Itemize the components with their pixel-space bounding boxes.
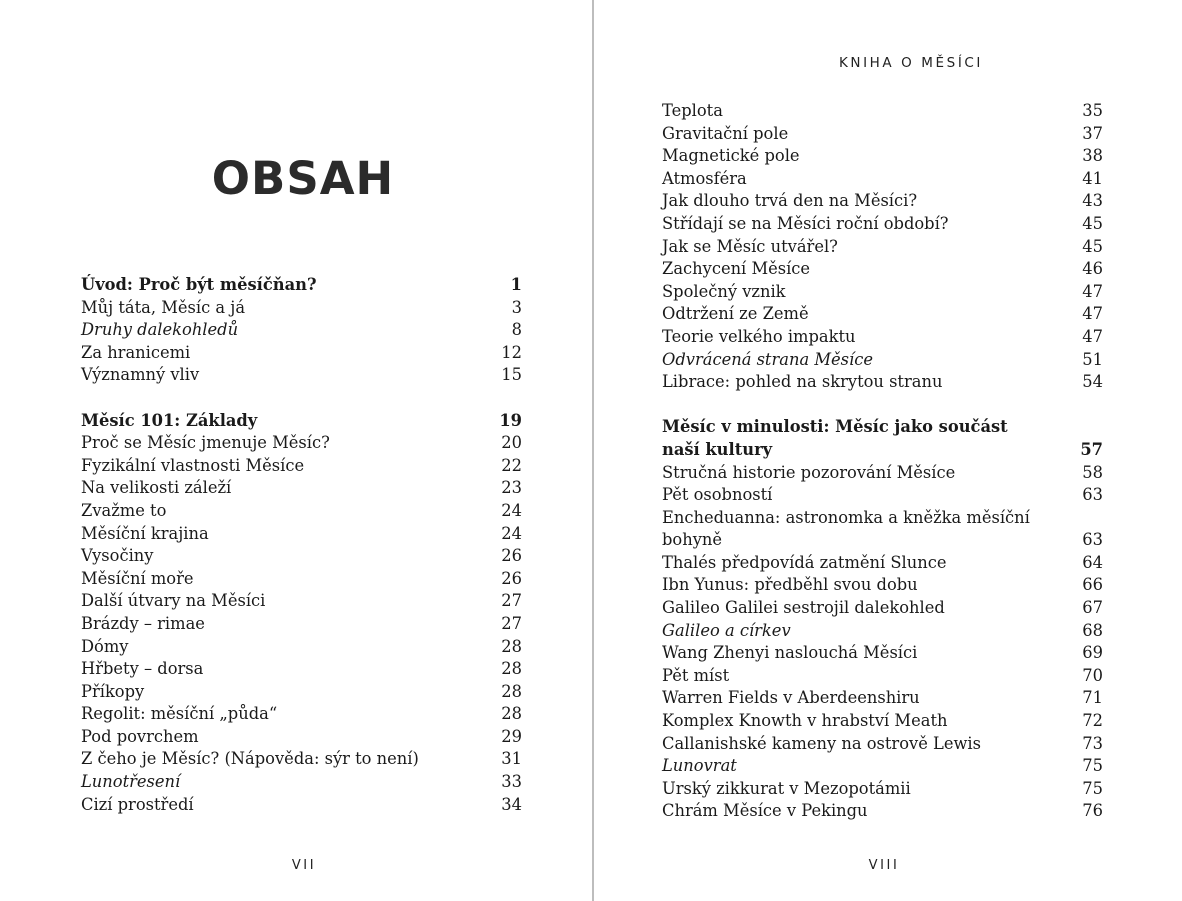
toc-entry-page: 46	[1082, 259, 1103, 279]
toc-entry	[81, 432, 522, 455]
toc-entry-title: Galileo Galilei sestrojil dalekohled	[662, 598, 945, 618]
toc-entry-page: 33	[501, 772, 522, 792]
toc-entry-page: 58	[1082, 462, 1103, 482]
toc-entry-title: Wang Zhenyi naslouchá Měsíci	[662, 643, 918, 663]
toc-entry-title: Vysočiny	[81, 546, 154, 566]
toc-entry-page: 70	[1082, 665, 1103, 685]
toc-entry-page: 24	[501, 500, 522, 520]
toc-entry-title: Jak se Měsíc utvářel?	[662, 236, 838, 256]
toc-entry-title: Chrám Měsíce v Pekingu	[662, 801, 868, 821]
toc-entry-page: 28	[501, 704, 522, 724]
toc-entry	[662, 755, 1103, 778]
toc-list-left	[81, 274, 522, 816]
toc-entry-page: 26	[501, 568, 522, 588]
toc-entry	[81, 748, 522, 771]
toc-entry-title: Pod povrchem	[81, 726, 199, 746]
toc-entry-page: 31	[501, 749, 522, 769]
toc-entry-title: Teorie velkého impaktu	[662, 326, 856, 346]
toc-entry	[662, 552, 1103, 575]
toc-entry-title: Významný vliv	[81, 365, 200, 385]
toc-entry	[662, 326, 1103, 349]
toc-entry-title: Zachycení Měsíce	[662, 259, 811, 279]
toc-entry-page: 19	[499, 410, 522, 430]
toc-entry	[81, 523, 522, 546]
toc-entry-title: Teplota	[662, 101, 723, 120]
toc-section-heading	[81, 274, 522, 297]
running-head: KNIHA O MĚSÍCI	[838, 55, 984, 71]
toc-entry-title: Úvod: Proč být měsíčňan?	[81, 275, 317, 294]
toc-entry-page: 71	[1082, 688, 1103, 708]
toc-entry	[81, 703, 522, 726]
toc-entry-page: 45	[1082, 213, 1103, 233]
toc-entry	[81, 681, 522, 704]
toc-entry	[662, 190, 1103, 213]
toc-entry-page: 45	[1082, 236, 1103, 256]
toc-entry	[662, 800, 1103, 823]
toc-entry-page: 47	[1082, 281, 1103, 301]
toc-entry	[662, 642, 1103, 665]
toc-entry-page: 63	[1082, 530, 1103, 550]
toc-entry-title: Zvažme to	[81, 500, 167, 520]
toc-entry-page: 69	[1082, 643, 1103, 663]
toc-entry-title: Lunovrat	[662, 756, 737, 776]
toc-entry	[662, 507, 1103, 552]
toc-entry-page: 47	[1082, 304, 1103, 324]
toc-entry	[81, 794, 522, 817]
toc-entry-page: 28	[501, 636, 522, 656]
toc-entry-title: Magnetické pole	[662, 146, 800, 166]
toc-entry-page: 67	[1082, 598, 1103, 618]
toc-entry-page: 38	[1082, 146, 1103, 166]
toc-entry-page: 63	[1082, 485, 1103, 505]
toc-entry	[662, 665, 1103, 688]
toc-entry-title: Fyzikální vlastnosti Měsíce	[81, 455, 305, 475]
toc-entry-title: Gravitační pole	[662, 123, 789, 143]
toc-entry	[662, 733, 1103, 756]
toc-entry-title: Na velikosti záleží	[81, 478, 232, 498]
toc-entry-page: 76	[1082, 801, 1103, 821]
toc-entry-page: 8	[511, 320, 522, 340]
toc-entry	[662, 145, 1103, 168]
toc-entry	[662, 281, 1103, 304]
toc-entry-page: 12	[501, 342, 522, 362]
toc-entry-title: Thalés předpovídá zatmění Slunce	[662, 552, 947, 572]
toc-entry-title: Dómy	[81, 636, 129, 656]
book-spine-divider	[592, 0, 594, 901]
toc-entry-title: Galileo a církev	[662, 620, 791, 640]
toc-entry	[662, 574, 1103, 597]
toc-entry	[662, 123, 1103, 146]
toc-entry-page: 75	[1082, 778, 1103, 798]
toc-entry	[662, 349, 1103, 372]
toc-entry	[81, 658, 522, 681]
toc-entry-page: 24	[501, 523, 522, 543]
toc-entry-page: 28	[501, 681, 522, 701]
toc-entry-title: Callanishské kameny na ostrově Lewis	[662, 733, 981, 753]
toc-entry-page: 22	[501, 455, 522, 475]
toc-entry	[81, 726, 522, 749]
toc-entry-title: Ibn Yunus: předběhl svou dobu	[662, 575, 918, 595]
toc-entry-title: Odtržení ze Země	[662, 304, 809, 324]
toc-entry-title: Příkopy	[81, 681, 145, 701]
toc-entry	[81, 613, 522, 636]
toc-entry	[662, 484, 1103, 507]
page-number-right: VIII	[868, 858, 900, 873]
toc-entry-page: 29	[501, 726, 522, 746]
toc-entry	[81, 636, 522, 659]
toc-entry	[662, 303, 1103, 326]
toc-entry-page: 41	[1082, 168, 1103, 188]
toc-entry-page: 35	[1082, 101, 1103, 120]
toc-entry-title: Měsíc 101: Základy	[81, 410, 258, 430]
toc-entry-page: 28	[501, 659, 522, 679]
toc-list-right	[662, 100, 1103, 823]
toc-entry	[662, 710, 1103, 733]
toc-entry	[81, 771, 522, 794]
toc-entry-page: 15	[501, 365, 522, 385]
toc-entry-title: Pět míst	[662, 665, 730, 685]
toc-entry-title: Regolit: měsíční „půda“	[81, 704, 278, 724]
toc-entry	[662, 100, 1103, 123]
toc-entry	[662, 778, 1103, 801]
toc-entry	[662, 213, 1103, 236]
toc-entry-title: Měsíční krajina	[81, 523, 209, 543]
toc-entry-title: Librace: pohled na skrytou stranu	[662, 372, 943, 392]
toc-entry-page: 72	[1082, 711, 1103, 731]
toc-entry-page: 64	[1082, 552, 1103, 572]
toc-entry-title: Jak dlouho trvá den na Měsíci?	[662, 191, 918, 211]
toc-entry-title: Proč se Měsíc jmenuje Měsíc?	[81, 433, 330, 453]
toc-entry	[662, 462, 1103, 485]
toc-entry-page: 20	[501, 433, 522, 453]
toc-entry	[662, 371, 1103, 394]
toc-entry	[81, 477, 522, 500]
toc-entry	[81, 500, 522, 523]
toc-entry-title: Další útvary na Měsíci	[81, 591, 266, 611]
toc-entry-page: 51	[1082, 349, 1103, 369]
toc-entry	[662, 236, 1103, 259]
toc-entry-page: 66	[1082, 575, 1103, 595]
toc-entry-title: Druhy dalekohledů	[81, 320, 239, 340]
right-page	[595, 0, 1182, 901]
toc-entry-page: 34	[501, 794, 522, 814]
toc-entry-page: 3	[511, 297, 522, 317]
toc-entry	[81, 319, 522, 342]
toc-entry	[81, 297, 522, 320]
toc-entry-page: 37	[1082, 123, 1103, 143]
toc-entry-title: Atmosféra	[662, 168, 747, 188]
toc-entry-title: Lunotřesení	[81, 772, 181, 792]
toc-entry	[662, 597, 1103, 620]
toc-entry-page: 27	[501, 613, 522, 633]
toc-entry-title: Hřbety – dorsa	[81, 659, 204, 679]
toc-entry	[81, 568, 522, 591]
toc-entry	[81, 342, 522, 365]
toc-section-heading	[662, 416, 1103, 461]
toc-entry-page: 43	[1082, 191, 1103, 211]
toc-entry-title: Z čeho je Měsíc? (Nápověda: sýr to není)	[81, 749, 419, 769]
toc-entry-page: 27	[501, 591, 522, 611]
toc-entry	[81, 455, 522, 478]
toc-entry-page: 47	[1082, 326, 1103, 346]
toc-entry	[81, 545, 522, 568]
toc-entry-title: Stručná historie pozorování Měsíce	[662, 462, 956, 482]
toc-entry-title: Můj táta, Měsíc a já	[81, 297, 246, 317]
toc-entry-page: 75	[1082, 756, 1103, 776]
toc-entry-page: 23	[501, 478, 522, 498]
toc-section-heading	[81, 410, 522, 433]
toc-entry-page: 57	[1080, 439, 1103, 459]
toc-entry-title: Warren Fields v Aberdeenshiru	[662, 688, 920, 708]
toc-entry	[662, 168, 1103, 191]
toc-entry	[81, 590, 522, 613]
toc-entry-title: Střídají se na Měsíci roční období?	[662, 213, 949, 233]
contents-title: OBSAH	[211, 152, 395, 205]
toc-entry	[662, 620, 1103, 643]
toc-entry-title: Společný vznik	[662, 281, 786, 301]
toc-entry-title: Urský zikkurat v Mezopotámii	[662, 778, 911, 798]
toc-entry-title: Encheduanna: astronomka a kněžka měsíční bohyně	[662, 507, 1030, 550]
toc-entry-title: Měsíční moře	[81, 568, 194, 588]
toc-entry-page: 1	[510, 275, 522, 294]
toc-entry-title: Za hranicemi	[81, 342, 191, 362]
toc-entry	[662, 258, 1103, 281]
toc-entry-page: 26	[501, 546, 522, 566]
toc-entry-title: Odvrácená strana Měsíce	[662, 349, 873, 369]
toc-entry-page: 54	[1082, 372, 1103, 392]
toc-entry	[662, 687, 1103, 710]
toc-entry-title: Měsíc v minulosti: Měsíc jako součást naší kultury	[662, 417, 1008, 459]
page-number-left: VII	[291, 858, 317, 873]
toc-entry-page: 68	[1082, 620, 1103, 640]
toc-entry-title: Brázdy – rimae	[81, 613, 205, 633]
toc-entry	[81, 364, 522, 387]
toc-entry-page: 73	[1082, 733, 1103, 753]
toc-entry-title: Komplex Knowth v hrabství Meath	[662, 711, 948, 731]
toc-entry-title: Pět osobností	[662, 485, 773, 505]
toc-entry-title: Cizí prostředí	[81, 794, 194, 814]
